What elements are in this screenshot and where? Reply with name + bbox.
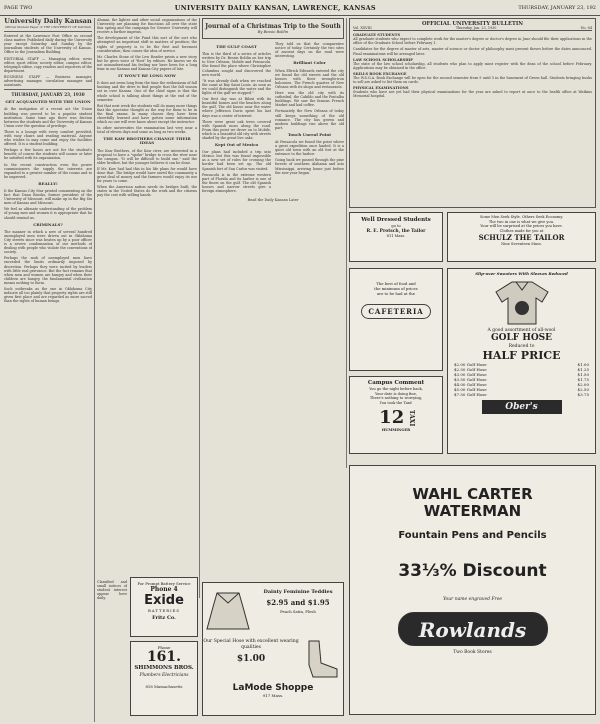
campus-line-4: You took the Taxi! [379,400,413,405]
golf-original-price: $5.00 Golf Hose [454,387,487,392]
journal-article: Journal of a Christmas Trip to the South By Bessie Boldin THE GULF COAST This is the third of a series of articles written by Dr. Bessie Boldin on her trip to New Orleans, Mobile and Pensacola. She found the place where Christopher Columbus sought and discovered the new world. "It was already dark when we reached the coast at Bay Saint Louis. As soon as we could distinguish the water and the lights of the gulf we stopped." Our first day was at Biloxi with its beautiful homes and the beaches along the gulf. The old house near the water where Jefferson Davis spent his last days was a center of interest. There were great oak trees covered with Spanish moss along the road. From this point we drove on to Mobile, which is a beautiful old city with streets shaded by the great live oaks. Kept Out of Mexico Our plans had included a trip into Mexico but this was found impossible as a new set of rules for crossing the border had been set up. The old Spanish fort of San Carlos was visited. Pensacola is in the extreme western part of Florida and its harbor is one of the finest on the gulf. The old Spanish houses and narrow streets give a foreign atmosphere. They told us that the comparative notice of today. Certainly the two sites of ancient days on the road were interesting. Brilliant Color When Eltrick Edwards entered the city we found the old streets and the old houses with their wrought-iron balconies. The French quarter of New Orleans with its shops and restaurants. Here was the old city with its cathedral, the Cabildo and the Pontalba buildings. We saw the famous French Market and had coffee. Fortunately the New Orleans of today still keeps something of the old romance. The city has grown and modern buildings rise above the old part. Touch Unreal Point At Pensacola we found the point where a great expedition once landed. It is a quiet old town with an old fort at the entrance to the harbor. Going back we passed through the pine forests of southern Alabama and into Mississippi, arriving home just before the new year began. Read the Daily Kansan Later [202,18,344,593]
cafeteria-line-3: are to be had at the [377,291,415,296]
golf-line-1: A good assortment of all-wool [487,328,556,333]
exide-brand: Exide [144,593,184,608]
protsch-address: 811 Mass. [386,234,406,238]
wahl-engraved: Your name engraved Free [442,597,503,602]
golf-original-price: $3.50 Golf Hose [454,377,487,382]
campus-line-1: You go the night before back, [369,387,423,391]
waterman-brand: WATERMAN [423,502,522,520]
golf-price-list [448,362,595,397]
exide-batteries: BATTERIES [148,608,180,613]
protsch-title: Well Dressed Students [361,217,431,223]
golf-top-line: Slip-over Sweaters With Sleeves Reduced [475,271,568,276]
schulz-line-4: Clothes made for you at [499,228,544,233]
lamode-hose-price: $1.00 [236,654,266,664]
lamode-address: 917 Mass. [262,693,284,698]
wahl-pens-ad [349,465,596,715]
golf-reduced: Reduced to [508,344,535,349]
golf-original-price: $2.50 Golf Hose [454,367,487,372]
golf-price-row [448,392,595,397]
paper-title: UNIVERSITY DAILY KANSAN, LAWRENCE, KANSAS [174,3,376,12]
editorial-title-2: REALLY! [38,180,58,186]
schulz-line-1: Some Men Seek Style. Others Seek Economy. [479,215,564,219]
ap-headline: IT WON'T BE LONG NOW [118,73,176,79]
journal-section-3: Kept Out of Mexico [214,142,259,148]
journal-title: Journal of a Christmas Trip to the South [205,23,341,30]
golf-original-price: $7.50 Golf Hose [454,392,487,397]
editorial-title-3: CRIMINALS? [33,221,63,227]
journal-section-4: Touch Unreal Point [287,131,332,137]
lingerie-icon [203,589,253,633]
exide-top: For Prompt Battery Service [137,581,191,586]
official-bulletin: OFFICIAL UNIVERSITY BULLETIN Vol. XXVIII Thursday, Jan. 23, 1930 No. 84 GRADUATE STUDENTS All graduate students who expect to complete work for the master's degree or doctor's degree in June should file their applications in the office of the Graduate School before February 1. Candidates for the degree of master of arts, master of science or doctor of philosophy must present theses before the dates announced. Final examinations will be arranged later. LAW SCHOOL SCHOLARSHIP The state of the law school scholarship, all students who plan to apply must register with the dean of the school before February. Applications may be obtained in the office. SKILLS BOOK EXCHANGE The W.S.G.A. Book Exchange will be open for the second semester from 9 until 5 in the basement of Green hall. Students bringing books to sell are asked to list them on cards. PHYSICAL EXAMINATIONS Students who have not yet had their physical examinations for the year are asked to report at once to the health office at Watkins Memorial hospital. [349,18,596,208]
shimmons-address: 816 Massachusetts [145,684,183,689]
cafeteria-line-2: the minimum of prices [374,286,418,291]
kid-headline: THE KAW BROTHERS CHANGE THEIR IDEAS [103,136,191,146]
schulz-address: Nine Seventeen Mass. [501,242,542,247]
bulletin-title: OFFICIAL UNIVERSITY BULLETIN [421,21,524,27]
shimmons-service: Plumbers Electricians [139,673,189,678]
obers-logo: Ober's [482,400,562,414]
golf-original-price: $4.00 Golf Hose [454,382,487,387]
journal-section-2: Brilliant Color [293,60,326,66]
taxi-ad [349,376,443,454]
campus-line-2: Your date is doing fine, [374,391,418,396]
bulletin-item-1: GRADUATE STUDENTS [353,33,401,38]
cafeteria-line-1: The best of food and [376,281,416,286]
masthead-title: University Daily Kansan [4,18,92,25]
exide-dealer: Fritz Co. [152,615,176,621]
golf-name: GOLF HOSE [490,333,553,343]
golf-sale-price: $1.75 [577,377,589,382]
exide-battery-ad [130,577,198,637]
lamode-special: Our Special Hose with excellent wearing qualities [203,639,299,650]
golf-price: HALF PRICE [482,349,561,362]
golf-sale-price: $1.25 [577,367,589,372]
golf-original-price: $3.00 Golf Hose [454,372,487,377]
protsch-name: R. E. Protsch, the Tailor [366,229,426,234]
golf-sale-price: $1.50 [577,372,589,377]
editorial-column: University Daily Kansan Official Student Paper of THE UNIVERSITY OF KANSAS Entered at the Lawrence Post Office as second class matter. Published daily during the University year except Saturday and Sunday by the journalism students of the University of Kansas. Office in the Journalism Building. EDITORIAL STAFF — Managing editor, news editor, sport editor, society editor, campus editor, telegraph editor, copy readers and reporters of the department. BUSINESS STAFF — Business manager, advertising manager, circulation manager and assistants. THURSDAY, JANUARY 23, 1930 GET ACQUAINTED WITH THE UNION At the instigation of a recent act the Union building was proved to be a popular student institution. Some time ago there was friction between the students and the University of Kansas Union over the question of privilege. There is a lounge with every comfort provided, with easy chairs and reading material. Anyone who wishes to may come and enjoy the facilities offered. It is a student building. Perhaps a few hours are not for the student's benefit; of course the students will sooner or later be satisfied with its organization. In the recent construction even the power commissioners the supply the interests are expanded to a greater number of the rooms and to be improved. REALLY! It the Kansas City Star printed commenting on the fact that Dana Brooks, former president of the University of Missouri, will make up in the Big Six men of Kansas and Missouri. We feel as ultimate understanding of the problem of young men and women it is appropriate that he should remind us. CRIMINALS? The manner in which a new of several hundred unemployed men were driven out in Oklahoma City streets since was beaten up by a poor officer is a severe condemnation of our methods of dealing with people who violate the conventions of society. Perhaps the mob of unemployed men have exceeded the limits ordinarily imposed by discretion. Perhaps they were incited by leaders with little real grievance. But the fact remains that when men and women are hungry and when their children are hungry, the fundamental civilization means nothing to them. Such outbreaks as the one in Oklahoma City indicate all too plainly that property rights are still given first place and are regarded as more sacred than the rights of human beings. [4,18,92,304]
shimmons-phone-label: Phone [157,645,171,650]
schulz-name: SCHULZ THE TAILOR [478,233,565,243]
stocking-icon [299,639,343,679]
rowlands-stores: Two Book Stores [453,650,492,655]
journal-byline: By Bessie Boldin [257,30,289,34]
schulz-line-2: The two in one is what we give you. [488,219,555,224]
wahl-product: Fountain Pens and Pencils [398,530,547,541]
masthead-subtitle: Official Student Paper of THE UNIVERSITY OF KANSAS [4,25,92,29]
cafeteria-name: CAFETERIA [361,304,431,319]
wahl-brand: WAHL CARTER [412,485,533,503]
shimmons-name: SHIMMONS BROS. [134,665,194,671]
column-two-continued: Classified and small notices of student interest appear here daily. [97,580,127,601]
golf-sale-price: $3.75 [577,392,589,397]
sweater-icon [492,278,552,326]
lamode-item: Dainty Feminine Teddies [263,589,333,595]
shimmons-number: 161. [146,649,182,665]
journal-section-1: THE GULF COAST [216,44,257,50]
taxi-number: 12 [379,407,405,429]
lamode-price: $2.95 and $1.95 [266,598,330,607]
obers-golf-hose-ad [447,268,596,454]
wahl-discount: 33⅓% Discount [398,561,547,581]
lamode-name: LaMode Shoppe [232,683,314,693]
exide-phone: Phone 4 [150,586,178,593]
bulletin-item-2: LAW SCHOOL SCHOLARSHIP [353,57,413,62]
golf-original-price: $2.00 Golf Hose [454,362,487,367]
column-two: Alumni, the lighter and other social organizations of the University are planning for functions all over the state this spring and the campaign for Greater University will receive a further impetus. The development of the Fund this sort of the sort who attempted an important shift in matters of position; the rights of property is to be the first and foremost consideration; then comes the idea of service. Mr. Charles Stone of the Lew Reader prints a new story but he gives voice of "first" by editors. He knows we do not misunderstand his feeling nor have been for a long time in our Kansan and Kansas City papers of late. IT WON'T BE LONG NOW It does not seem long from the time the enthusiasm of fall hunting and the drive to find people that the fall season set in over Kansas. One of the chief signs is that the whole school is talking about things at the end of the semester. But that next week the students will do many more things that the spectator thought as the way for them to be in the final exams. In many classes they have been cheerfully learned and have gotten some information which no one will ever know about except the instructor. In other universities the examination last very near a total of eleven days and some as long as two weeks. THE KAW BROTHERS CHANGE THEIR IDEAS The Kaw Brothers, of the Kaw river, are interested in a proposal to have a "spoke" bridge to cross the river near the campus. "It will be difficult to build one," said the elder brother, but the younger believes it can be done. If Mr. Kaw had had this in his life plans for would have done that. The bridge would have saved the community a great deal of money and the farmers would enjoy its use for years to come. When the American nation needs its bridges built, the states in the United States do the work and the citizens pay the cost with willing hands. [97,18,197,198]
campus-line-3: There's nothing to worrying, [369,396,423,401]
campus-title: Campus Comment [367,380,425,386]
shimmons-ad [130,641,198,716]
page-header [0,0,600,16]
bulletin-number: No. 84 [580,26,592,31]
golf-sale-price: $2.00 [577,382,589,387]
page-number: PAGE TWO [4,4,33,11]
lamode-fabric: Peach Satin, Flesh [280,609,316,614]
bulletin-item-3: SKILLS BOOK EXCHANGE [353,71,407,76]
protsch-go: go to [391,224,401,228]
taxi-company: HUMMINGER [381,428,411,433]
protsch-tailor-ad [349,212,443,262]
rowlands-logo: Rowlands [418,618,527,642]
bulletin-volume: Vol. XXVIII [353,26,372,31]
schulz-line-3: Your will be surprised at the prices you have. [480,224,563,229]
lamode-shoppe-ad [202,582,344,716]
schulz-tailor-ad [447,212,596,262]
bulletin-date: Thursday, Jan. 23, 1930 [455,26,497,31]
cafeteria-ad [349,268,443,371]
dateline: THURSDAY, JANUARY 23, 1930 [11,92,85,98]
editorial-title-1: GET ACQUAINTED WITH THE UNION [5,99,91,105]
page-date: THURSDAY, JANUARY 23, 192 [518,4,596,11]
golf-sale-price: $1.00 [577,362,589,367]
taxi-label: TAXI [407,410,415,427]
golf-sale-price: $2.50 [577,387,589,392]
bulletin-item-4: PHYSICAL EXAMINATIONS [353,86,409,91]
